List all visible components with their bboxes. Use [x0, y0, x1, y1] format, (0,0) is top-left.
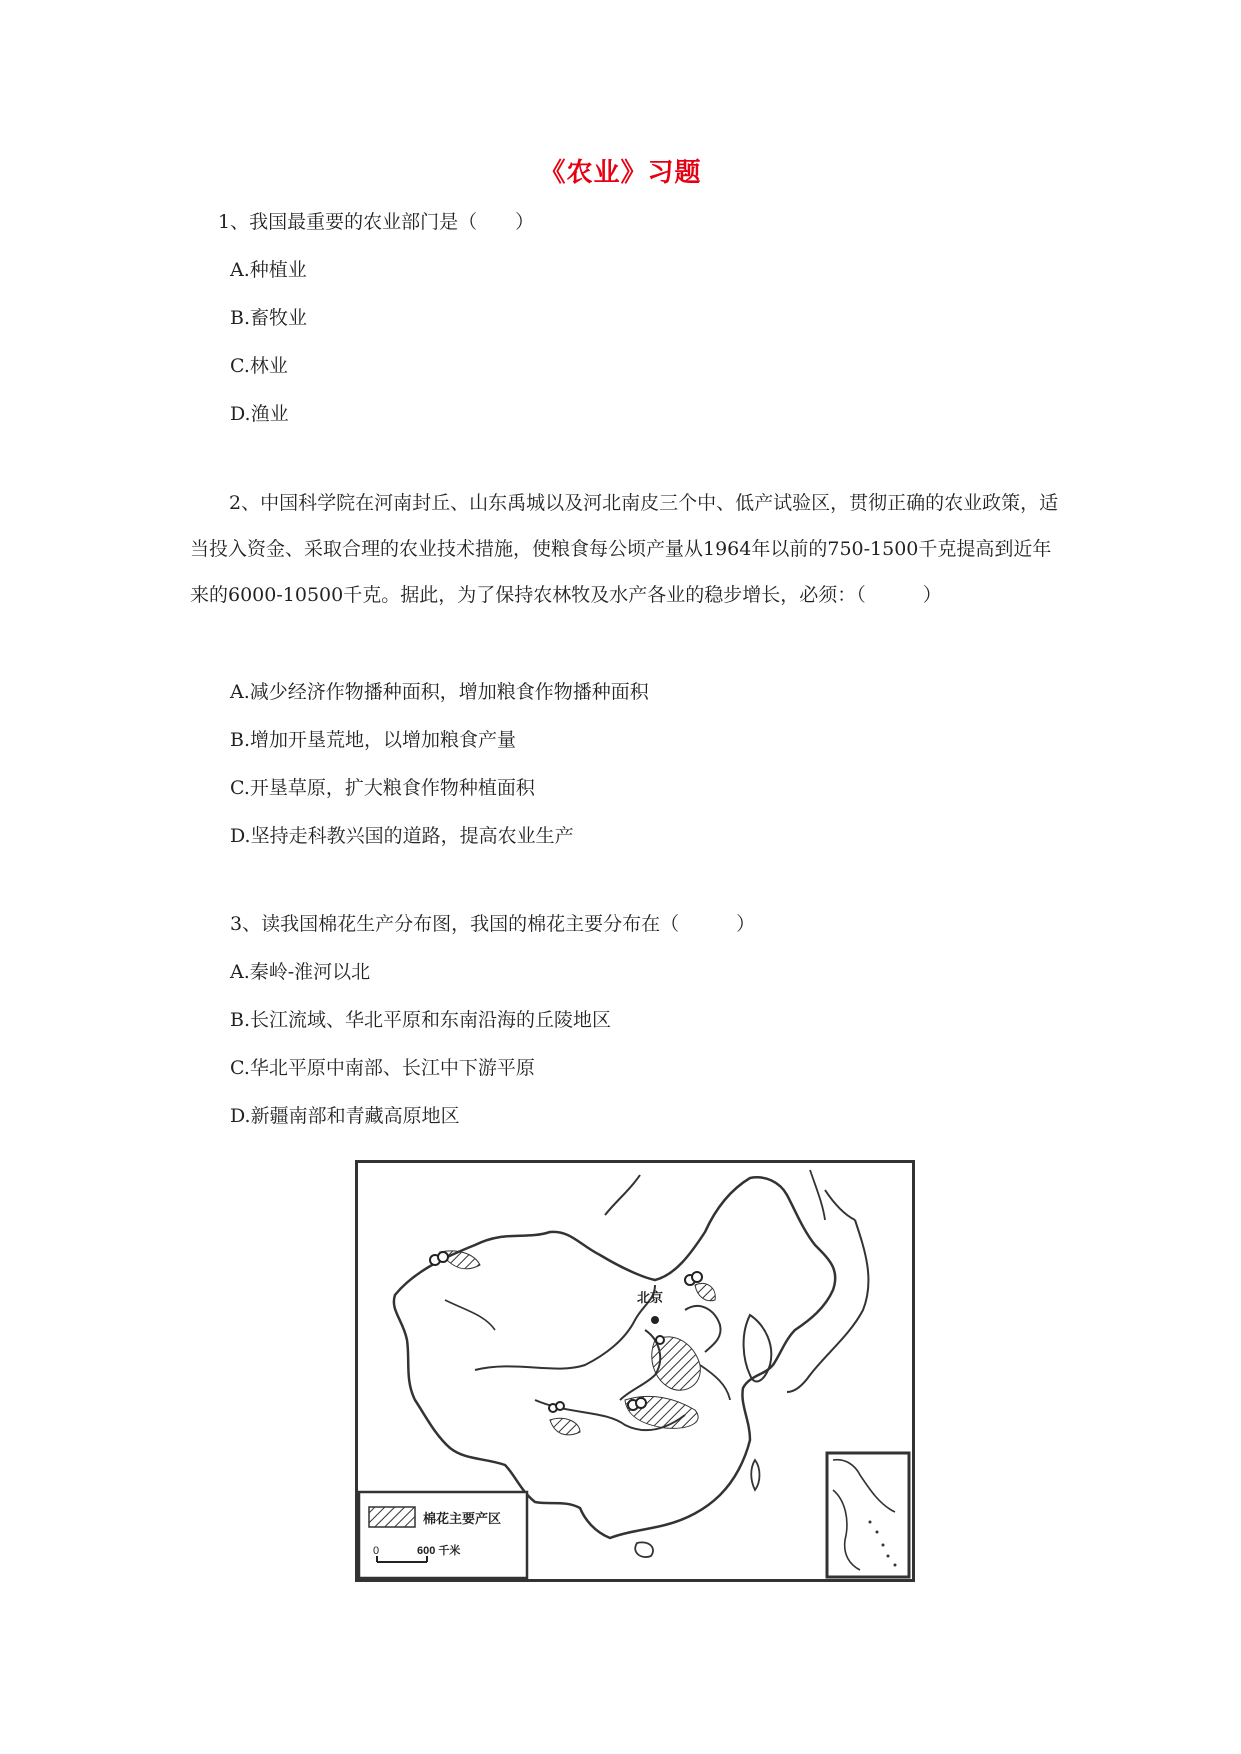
question-3-option-d: D.新疆南部和青藏高原地区	[230, 1105, 460, 1127]
south-china-sea-inset	[827, 1453, 909, 1577]
question-3-option-b: B.长江流域、华北平原和东南沿海的丘陵地区	[230, 1009, 612, 1031]
question-2-option-b: B.增加开垦荒地，以增加粮食产量	[230, 729, 517, 751]
question-1-option-c: C.林业	[230, 355, 288, 377]
beijing-label: 北京	[637, 1290, 664, 1305]
question-2-option-c: C.开垦草原，扩大粮食作物种植面积	[230, 777, 535, 799]
legend-hatch-swatch	[369, 1507, 415, 1527]
question-3-option-a: A.秦岭-淮河以北	[230, 961, 371, 983]
question-1-option-d: D.渔业	[230, 403, 289, 425]
scale-label: 600 千米	[417, 1545, 461, 1557]
page-title: 《农业》习题	[539, 158, 702, 188]
question-1-option-a: A.种植业	[230, 259, 307, 281]
question-2-option-a: A.减少经济作物播种面积，增加粮食作物播种面积	[230, 681, 649, 703]
question-3-option-c: C.华北平原中南部、长江中下游平原	[230, 1057, 535, 1079]
question-3-stem: 3、读我国棉花生产分布图，我国的棉花主要分布在（ ）	[230, 913, 756, 935]
map-legend	[359, 1492, 527, 1578]
question-1-stem: 1、我国最重要的农业部门是（ ）	[218, 211, 535, 233]
legend-label: 棉花主要产区	[423, 1511, 502, 1526]
question-2-stem: 2、中国科学院在河南封丘、山东禹城以及河北南皮三个中、低产试验区，贯彻正确的农业政策，适当投入资金、采取合理的农业技术措施，使粮食每公顷产量从1964年以前的750-1500千克提高到近年来的6000-10500千克。据此，为了保持农林牧及水产各业的稳步增长，必须：（ ）	[190, 492, 1059, 606]
cotton-distribution-map	[355, 1160, 915, 1582]
question-2-option-d: D.坚持走科教兴国的道路，提高农业生产	[230, 825, 574, 847]
scale-zero: 0	[373, 1545, 380, 1557]
beijing-marker	[651, 1316, 659, 1324]
question-1-option-b: B.畜牧业	[230, 307, 308, 329]
